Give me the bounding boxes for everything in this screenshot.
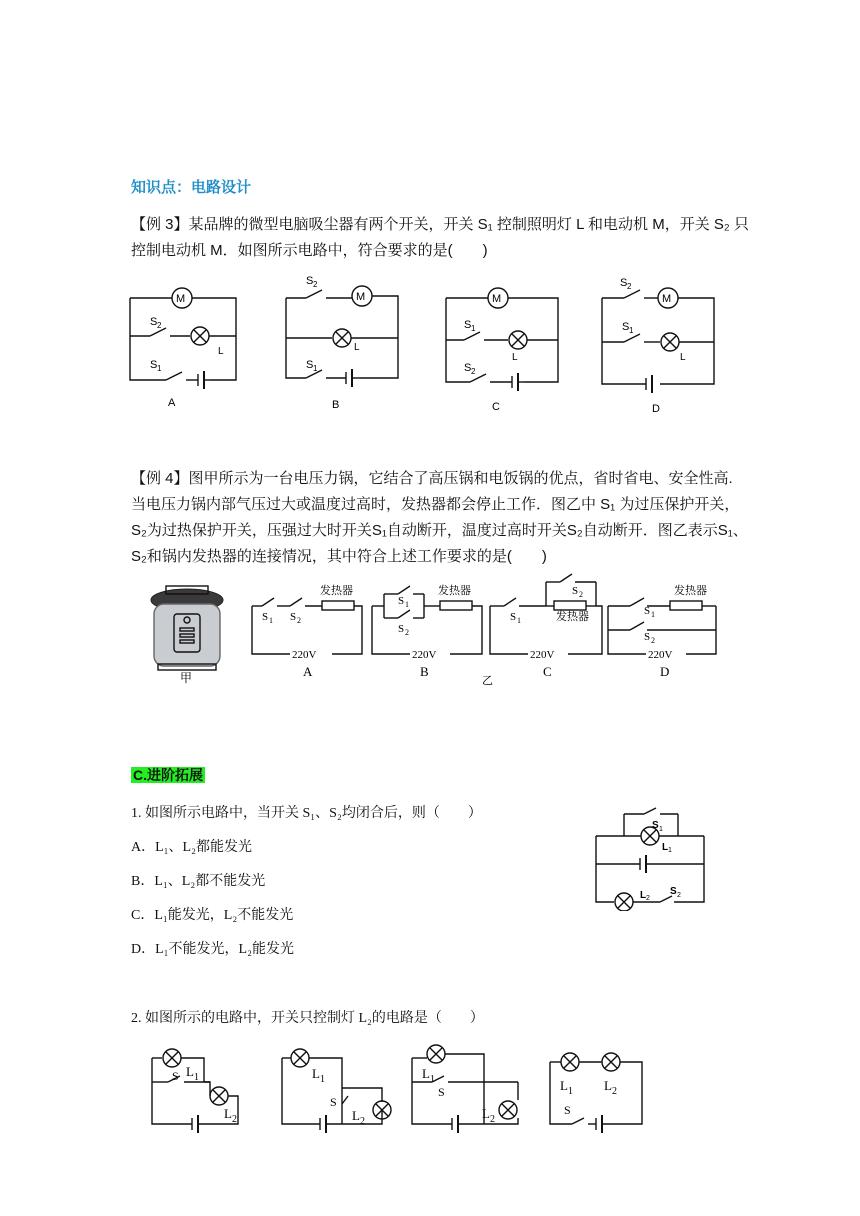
cooker-circuit-c <box>482 574 602 687</box>
svg-text:S: S <box>564 1103 571 1117</box>
svg-text:L: L <box>512 352 518 363</box>
svg-text:1: 1 <box>405 600 409 609</box>
svg-text:2: 2 <box>297 616 301 625</box>
svg-text:D: D <box>660 664 670 679</box>
q1-choice-a: A．L₁、L₂都能发光 <box>131 840 252 855</box>
q2-circuit-2 <box>282 1049 391 1133</box>
svg-text:1: 1 <box>313 364 318 373</box>
circuit-c <box>446 288 558 413</box>
svg-text:A: A <box>168 397 176 409</box>
example4-text <box>131 466 748 570</box>
svg-text:S: S <box>398 623 405 635</box>
svg-text:S: S <box>670 886 677 897</box>
svg-text:1: 1 <box>157 364 162 373</box>
advanced-title-label: C.进阶拓展 <box>133 767 203 783</box>
svg-text:发热器: 发热器 <box>438 585 471 597</box>
svg-text:L: L <box>354 342 360 353</box>
svg-text:S: S <box>652 820 659 831</box>
example3-text <box>131 212 749 264</box>
svg-text:2: 2 <box>360 1116 365 1127</box>
svg-text:L: L <box>640 890 647 901</box>
svg-text:L: L <box>680 352 686 363</box>
svg-text:1: 1 <box>659 826 663 833</box>
svg-text:C: C <box>543 664 552 679</box>
q1-choice-c: C．L₁能发光，L₂不能发光 <box>131 908 294 923</box>
svg-text:L: L <box>422 1066 430 1081</box>
cooker-circuit-a <box>252 583 362 679</box>
svg-text:S: S <box>262 611 269 623</box>
svg-text:B: B <box>332 399 340 411</box>
svg-text:1: 1 <box>471 324 476 333</box>
svg-text:2: 2 <box>232 1114 237 1125</box>
q1-circuit <box>590 806 715 911</box>
svg-text:S: S <box>644 605 651 617</box>
svg-text:1: 1 <box>320 1074 325 1085</box>
svg-text:L: L <box>604 1078 612 1093</box>
svg-text:S: S <box>620 277 628 289</box>
svg-text:M: M <box>176 293 186 305</box>
svg-text:乙: 乙 <box>482 675 493 687</box>
svg-text:S: S <box>150 316 158 328</box>
svg-text:B: B <box>420 664 429 679</box>
svg-text:发热器: 发热器 <box>556 611 589 623</box>
example3-line1: 【例 3】某品牌的微型电脑吸尘器有两个开关，开关 S₁ 控制照明灯 L 和电动机 M，开关 S₂ 只 <box>131 216 749 233</box>
svg-text:M: M <box>492 293 502 305</box>
svg-text:1: 1 <box>194 1072 199 1083</box>
svg-text:2: 2 <box>612 1086 617 1097</box>
svg-text:L: L <box>662 842 669 853</box>
svg-text:S: S <box>306 275 314 287</box>
q2-circuit-4 <box>550 1053 642 1133</box>
example4-line2: 当电压力锅内部气压过大或温度过高时，发热器都会停止工作．图乙中 S₁ 为过压保护开关， <box>131 496 740 513</box>
svg-text:220V: 220V <box>292 649 317 661</box>
svg-text:2: 2 <box>646 895 650 902</box>
svg-text:L: L <box>218 346 224 357</box>
svg-text:S: S <box>510 611 517 623</box>
svg-text:L: L <box>482 1106 490 1121</box>
svg-text:S: S <box>172 1069 179 1083</box>
q2-circuits <box>146 1038 656 1138</box>
q1-choice-b: B．L₁、L₂都不能发光 <box>131 874 266 889</box>
svg-text:发热器: 发热器 <box>674 585 707 597</box>
q2-circuit-1 <box>152 1049 238 1133</box>
q1-choice-d: D．L₁不能发光，L₂能发光 <box>131 942 294 957</box>
svg-text:S: S <box>438 1085 445 1099</box>
q1-stem: 1. 如图所示电路中，当开关 S₁、S₂均闭合后，则（ ） <box>131 806 482 821</box>
svg-text:2: 2 <box>490 1114 495 1125</box>
svg-text:2: 2 <box>405 628 409 637</box>
svg-text:S: S <box>306 359 314 371</box>
svg-text:L: L <box>312 1066 320 1081</box>
example3-circuits <box>120 270 740 420</box>
svg-text:L: L <box>186 1064 194 1079</box>
svg-text:S: S <box>398 595 405 607</box>
svg-text:S: S <box>572 585 579 597</box>
example4-line1: 【例 4】图甲所示为一台电压力锅，它结合了高压锅和电饭锅的优点，省时省电、安全性高. <box>131 470 733 487</box>
svg-text:S: S <box>150 359 158 371</box>
svg-text:发热器: 发热器 <box>320 585 353 597</box>
svg-text:2: 2 <box>651 636 655 645</box>
section-title: 知识点：电路设计 <box>131 179 252 196</box>
svg-text:S: S <box>464 362 472 374</box>
example4-figure <box>140 572 730 690</box>
svg-text:L: L <box>352 1108 360 1123</box>
svg-text:M: M <box>662 293 672 305</box>
svg-text:1: 1 <box>269 616 273 625</box>
svg-text:S: S <box>644 631 651 643</box>
svg-text:1: 1 <box>517 616 521 625</box>
q2-circuit-3 <box>412 1045 518 1133</box>
svg-text:2: 2 <box>313 280 318 289</box>
advanced-title <box>131 765 205 785</box>
svg-text:1: 1 <box>651 610 655 619</box>
svg-text:1: 1 <box>568 1086 573 1097</box>
svg-text:1: 1 <box>668 847 672 854</box>
svg-text:2: 2 <box>579 590 583 599</box>
svg-text:S: S <box>290 611 297 623</box>
circuit-d <box>602 277 714 415</box>
svg-text:2: 2 <box>471 367 476 376</box>
svg-text:C: C <box>492 401 500 413</box>
example3-line2: 控制电动机 M．如图所示电路中，符合要求的是( ) <box>131 242 488 259</box>
svg-text:2: 2 <box>157 321 162 330</box>
svg-text:1: 1 <box>430 1074 435 1085</box>
svg-text:220V: 220V <box>412 649 437 661</box>
example4-line3: S₂为过热保护开关，压强过大时开关S₁自动断开，温度过高时开关S₂自动断开．图乙表示S₁、 <box>131 522 748 539</box>
cooker-circuit-b <box>372 583 482 679</box>
svg-text:D: D <box>652 403 660 415</box>
circuit-b <box>286 275 398 411</box>
svg-text:1: 1 <box>629 326 634 335</box>
svg-text:220V: 220V <box>648 649 673 661</box>
example4-line4: S₂和锅内发热器的连接情况，其中符合上述工作要求的是( ) <box>131 548 547 565</box>
svg-text:甲: 甲 <box>179 671 193 685</box>
svg-text:L: L <box>560 1078 568 1093</box>
svg-text:L: L <box>224 1106 232 1121</box>
svg-text:M: M <box>356 291 366 303</box>
q2-stem: 2. 如图所示的电路中，开关只控制灯 L₂的电路是（ ） <box>131 1011 484 1026</box>
svg-text:2: 2 <box>677 892 681 899</box>
svg-text:S: S <box>330 1095 337 1109</box>
svg-text:S: S <box>622 321 630 333</box>
svg-text:A: A <box>303 664 313 679</box>
svg-text:S: S <box>464 319 472 331</box>
cooker-circuit-d <box>608 583 716 679</box>
svg-text:220V: 220V <box>530 649 555 661</box>
circuit-a <box>130 288 236 409</box>
svg-text:2: 2 <box>627 282 632 291</box>
pressure-cooker-image <box>151 586 223 685</box>
